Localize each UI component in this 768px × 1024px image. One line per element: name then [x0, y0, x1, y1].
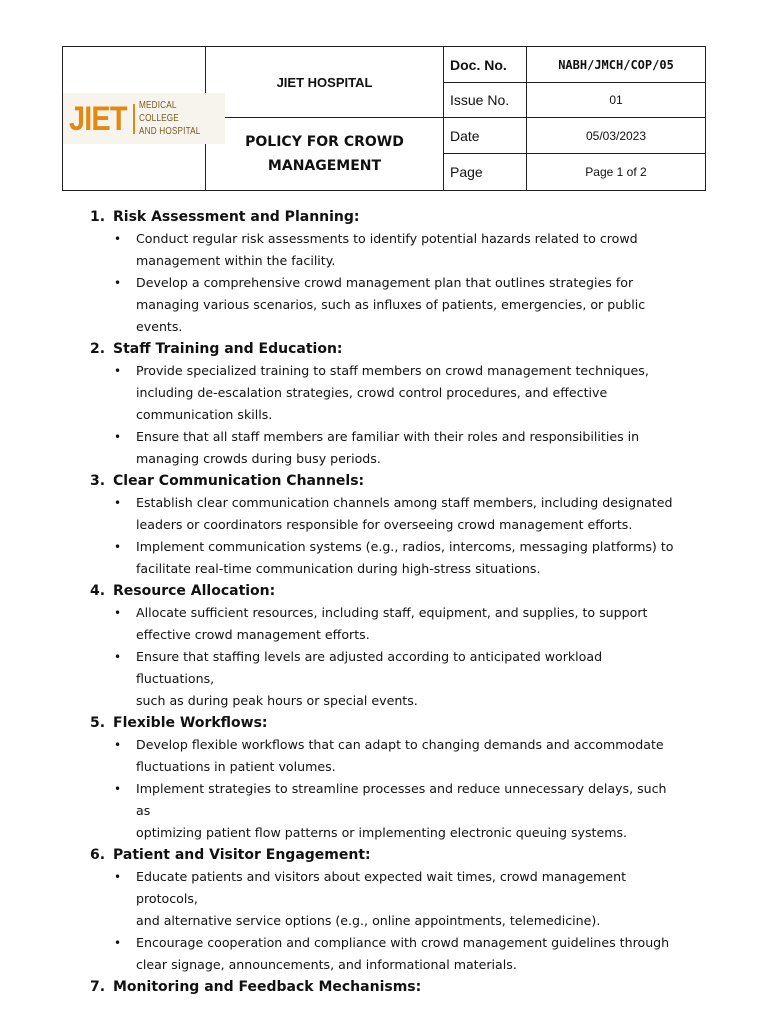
text-line: Ensure that staffing levels are adjusted according to anticipated workload fluctuations, — [136, 649, 603, 686]
bullet-list — [90, 734, 690, 844]
bullet-text — [136, 492, 681, 536]
logo-text — [139, 99, 205, 138]
bullet-text — [136, 646, 681, 712]
list-item — [90, 778, 690, 844]
text-line: optimizing patient flow patterns or implementing electronic queuing systems. — [136, 825, 628, 840]
doc-no-label: Doc. No. — [444, 47, 527, 83]
section-heading — [90, 206, 690, 228]
text-line: effective crowd management efforts. — [136, 627, 370, 642]
section-number: 6. — [90, 847, 106, 863]
section-heading — [90, 976, 690, 998]
doc-no-value: NABH/JMCH/COP/05 — [527, 47, 706, 83]
bullet-list — [90, 228, 690, 338]
text-line: Implement communication systems (e.g., radios, intercoms, messaging platforms) to — [136, 539, 674, 554]
text-line: Develop flexible workflows that can adapt to changing demands and accommodate — [136, 737, 664, 752]
text-line: including de-escalation strategies, crowd control procedures, and effective — [136, 385, 608, 400]
logo-cell — [63, 47, 206, 191]
list-item — [90, 272, 690, 338]
section-title: Flexible Workflows: — [113, 715, 268, 731]
list-item — [90, 360, 690, 426]
logo-divider — [133, 104, 135, 134]
list-item — [90, 734, 690, 778]
bullet-text — [136, 272, 681, 338]
list-item — [90, 228, 690, 272]
bullet-icon: • — [114, 782, 122, 796]
bullet-icon: • — [114, 738, 122, 752]
text-line: Ensure that all staff members are familiar with their roles and responsibilities in — [136, 429, 640, 444]
text-line: Establish clear communication channels among staff members, including designated — [136, 495, 673, 510]
bullet-list — [90, 360, 690, 470]
text-line: Implement strategies to streamline processes and reduce unnecessary delays, such as — [136, 781, 667, 818]
hospital-name: JIET HOSPITAL — [206, 47, 444, 118]
section-heading — [90, 712, 690, 734]
text-line: facilitate real-time communication during high-stress situations. — [136, 561, 541, 576]
section-number: 5. — [90, 715, 106, 731]
policy-content — [90, 206, 690, 998]
section-number: 7. — [90, 979, 106, 995]
section-title: Risk Assessment and Planning: — [113, 209, 360, 225]
bullet-icon: • — [114, 276, 122, 290]
issue-no-value: 01 — [527, 83, 706, 118]
bullet-text — [136, 866, 681, 932]
logo-line-2: AND HOSPITAL — [138, 126, 201, 137]
bullet-text — [136, 360, 681, 426]
section-number: 1. — [90, 209, 106, 225]
page-label: Page — [444, 154, 527, 191]
policy-section — [90, 206, 690, 338]
list-item — [90, 492, 690, 536]
bullet-text — [136, 536, 681, 580]
text-line: management within the facility. — [136, 253, 336, 268]
issue-no-label: Issue No. — [444, 83, 527, 118]
bullet-text — [136, 734, 681, 778]
section-title: Monitoring and Feedback Mechanisms: — [113, 979, 422, 995]
section-title: Clear Communication Channels: — [113, 473, 365, 489]
section-title: Patient and Visitor Engagement: — [113, 847, 371, 863]
section-heading — [90, 844, 690, 866]
bullet-icon: • — [114, 540, 122, 554]
policy-title — [206, 118, 444, 191]
text-line: leaders or coordinators responsible for overseeing crowd management efforts. — [136, 517, 633, 532]
bullet-icon: • — [114, 232, 122, 246]
policy-section — [90, 976, 690, 998]
document-header-table — [62, 46, 706, 191]
bullet-text — [136, 426, 681, 470]
section-number: 4. — [90, 583, 106, 599]
bullet-icon: • — [114, 496, 122, 510]
text-line: such as during peak hours or special events. — [136, 693, 418, 708]
text-line: Encourage cooperation and compliance with crowd management guidelines through — [136, 935, 670, 950]
bullet-icon: • — [114, 606, 122, 620]
text-line: Conduct regular risk assessments to identify potential hazards related to crowd — [136, 231, 638, 246]
date-label: Date — [444, 118, 527, 154]
bullet-text — [136, 602, 681, 646]
bullet-icon: • — [114, 936, 122, 950]
date-value: 05/03/2023 — [527, 118, 706, 154]
section-number: 2. — [90, 341, 106, 357]
list-item — [90, 602, 690, 646]
text-line: managing crowds during busy periods. — [136, 451, 381, 466]
list-item — [90, 866, 690, 932]
hospital-logo — [63, 93, 225, 144]
list-item — [90, 426, 690, 470]
list-item — [90, 932, 690, 976]
section-title: Staff Training and Education: — [113, 341, 343, 357]
text-line: Develop a comprehensive crowd management plan that outlines strategies for — [136, 275, 634, 290]
bullet-text — [136, 778, 681, 844]
text-line: and alternative service options (e.g., online appointments, telemedicine). — [136, 913, 601, 928]
list-item — [90, 646, 690, 712]
text-line: Provide specialized training to staff members on crowd management techniques, — [136, 363, 649, 378]
bullet-list — [90, 602, 690, 712]
bullet-icon: • — [114, 650, 122, 664]
page-value: Page 1 of 2 — [527, 154, 706, 191]
bullet-list — [90, 866, 690, 976]
text-line: managing various scenarios, such as influxes of patients, emergencies, or public events. — [136, 297, 646, 334]
policy-section — [90, 470, 690, 580]
section-title: Resource Allocation: — [113, 583, 276, 599]
bullet-text — [136, 228, 681, 272]
text-line: communication skills. — [136, 407, 273, 422]
section-number: 3. — [90, 473, 106, 489]
section-heading — [90, 338, 690, 360]
section-heading — [90, 470, 690, 492]
section-heading — [90, 580, 690, 602]
policy-section — [90, 580, 690, 712]
policy-section — [90, 844, 690, 976]
text-line: Allocate sufficient resources, including staff, equipment, and supplies, to support — [136, 605, 648, 620]
bullet-icon: • — [114, 364, 122, 378]
logo-line-1: MEDICAL COLLEGE — [138, 100, 179, 124]
text-line: Educate patients and visitors about expected wait times, crowd management protocols, — [136, 869, 627, 906]
policy-title-text: POLICY FOR CROWD MANAGEMENT — [245, 134, 404, 174]
bullet-text — [136, 932, 681, 976]
logo-brand: JIET — [69, 99, 127, 138]
policy-section — [90, 712, 690, 844]
list-item — [90, 536, 690, 580]
bullet-icon: • — [114, 430, 122, 444]
text-line: clear signage, announcements, and informational materials. — [136, 957, 517, 972]
bullet-icon: • — [114, 870, 122, 884]
bullet-list — [90, 492, 690, 580]
text-line: fluctuations in patient volumes. — [136, 759, 336, 774]
policy-section — [90, 338, 690, 470]
